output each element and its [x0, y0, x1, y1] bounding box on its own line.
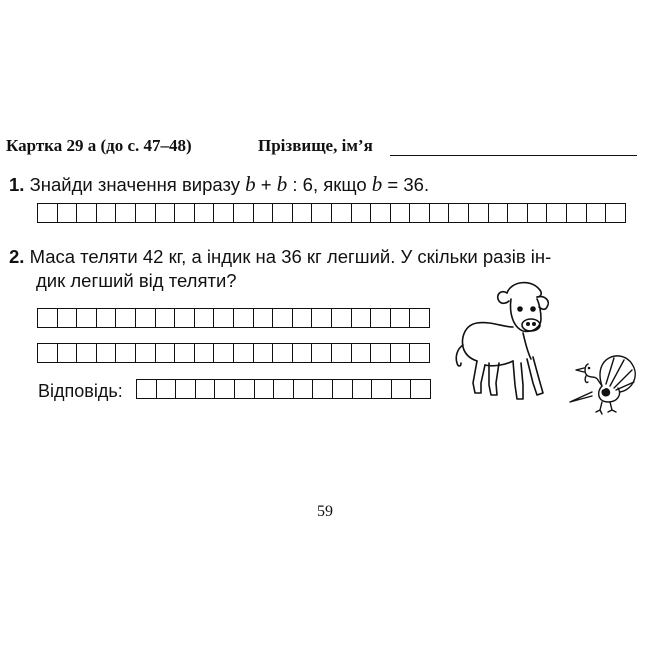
page-number: 59 — [317, 503, 333, 520]
task-1-plus: + — [255, 174, 277, 195]
grid-cell[interactable] — [411, 379, 431, 399]
grid-cell[interactable] — [508, 203, 528, 223]
grid-cell[interactable] — [156, 343, 176, 363]
grid-cell[interactable] — [372, 379, 392, 399]
grid-cell[interactable] — [214, 203, 234, 223]
card-header — [6, 136, 636, 162]
grid-cell[interactable] — [58, 343, 78, 363]
grid-cell[interactable] — [97, 308, 117, 328]
grid-cell[interactable] — [97, 343, 117, 363]
grid-cell[interactable] — [97, 203, 117, 223]
grid-cell[interactable] — [38, 203, 58, 223]
grid-cell[interactable] — [293, 343, 313, 363]
task-2-line-2: дик легший від теляти? — [36, 270, 237, 291]
surname-name-label: Прізвище, ім’я — [258, 136, 373, 155]
grid-cell[interactable] — [312, 343, 332, 363]
grid-cell[interactable] — [410, 203, 430, 223]
grid-cell[interactable] — [293, 308, 313, 328]
grid-cell[interactable] — [332, 343, 352, 363]
grid-cell[interactable] — [489, 203, 509, 223]
grid-cell[interactable] — [175, 308, 195, 328]
grid-cell[interactable] — [215, 379, 235, 399]
grid-cell[interactable] — [175, 203, 195, 223]
grid-cell[interactable] — [157, 379, 177, 399]
grid-cell[interactable] — [116, 343, 136, 363]
grid-cell[interactable] — [333, 379, 353, 399]
grid-cell[interactable] — [235, 379, 255, 399]
grid-cell[interactable] — [587, 203, 607, 223]
grid-cell[interactable] — [77, 203, 97, 223]
grid-cell[interactable] — [176, 379, 196, 399]
grid-cell[interactable] — [294, 379, 314, 399]
grid-cell[interactable] — [469, 203, 489, 223]
grid-cell[interactable] — [38, 343, 58, 363]
grid-cell[interactable] — [234, 343, 254, 363]
surname-name-line[interactable] — [390, 155, 637, 156]
task-1-text-before: Знайди значення виразу — [29, 174, 241, 195]
grid-cell[interactable] — [274, 379, 294, 399]
task-1-number: 1. — [9, 174, 25, 195]
grid-cell[interactable] — [156, 203, 176, 223]
grid-cell[interactable] — [38, 308, 58, 328]
task-2-solution-grid-1[interactable] — [37, 308, 430, 328]
grid-cell[interactable] — [214, 308, 234, 328]
task-1-text-mid: : 6, якщо — [287, 174, 372, 195]
grid-cell[interactable] — [528, 203, 548, 223]
grid-cell[interactable] — [332, 308, 352, 328]
grid-cell[interactable] — [136, 203, 156, 223]
grid-cell[interactable] — [371, 308, 391, 328]
grid-cell[interactable] — [449, 203, 469, 223]
grid-cell[interactable] — [332, 203, 352, 223]
grid-cell[interactable] — [254, 308, 274, 328]
turkey-drawing — [562, 346, 642, 416]
grid-cell[interactable] — [371, 203, 391, 223]
grid-cell[interactable] — [214, 343, 234, 363]
grid-cell[interactable] — [430, 203, 450, 223]
grid-cell[interactable] — [352, 343, 372, 363]
grid-cell[interactable] — [391, 308, 411, 328]
grid-cell[interactable] — [392, 379, 412, 399]
card-label: Картка 29 а (до с. 47–48) — [6, 136, 192, 155]
grid-cell[interactable] — [313, 379, 333, 399]
grid-cell[interactable] — [312, 308, 332, 328]
grid-cell[interactable] — [195, 203, 215, 223]
grid-cell[interactable] — [353, 379, 373, 399]
grid-cell[interactable] — [234, 308, 254, 328]
grid-cell[interactable] — [136, 343, 156, 363]
grid-cell[interactable] — [175, 343, 195, 363]
task-1-var-b3: b — [371, 172, 383, 196]
grid-cell[interactable] — [391, 203, 411, 223]
grid-cell[interactable] — [156, 308, 176, 328]
grid-cell[interactable] — [352, 308, 372, 328]
answer-grid[interactable] — [136, 379, 431, 399]
grid-cell[interactable] — [547, 203, 567, 223]
grid-cell[interactable] — [371, 343, 391, 363]
grid-cell[interactable] — [195, 343, 215, 363]
grid-cell[interactable] — [410, 343, 430, 363]
grid-cell[interactable] — [116, 203, 136, 223]
grid-cell[interactable] — [136, 308, 156, 328]
grid-cell[interactable] — [195, 308, 215, 328]
grid-cell[interactable] — [293, 203, 313, 223]
task-1 — [9, 172, 429, 197]
grid-cell[interactable] — [116, 308, 136, 328]
grid-cell[interactable] — [196, 379, 216, 399]
grid-cell[interactable] — [234, 203, 254, 223]
grid-cell[interactable] — [352, 203, 372, 223]
task-1-text-after: = 36. — [382, 174, 430, 195]
calf-drawing — [447, 275, 567, 415]
task-2-number: 2. — [9, 246, 25, 267]
grid-cell[interactable] — [254, 343, 274, 363]
grid-cell[interactable] — [58, 308, 78, 328]
grid-cell[interactable] — [254, 203, 274, 223]
grid-cell[interactable] — [312, 203, 332, 223]
grid-cell[interactable] — [77, 308, 97, 328]
grid-cell[interactable] — [391, 343, 411, 363]
task-2-line-1: Маса теляти 42 кг, а індик на 36 кг легший. У скільки разів ін- — [29, 246, 552, 267]
task-2-solution-grid-2[interactable] — [37, 343, 430, 363]
grid-cell[interactable] — [273, 308, 293, 328]
answer-label: Відповідь: — [38, 381, 123, 401]
grid-cell[interactable] — [273, 203, 293, 223]
grid-cell[interactable] — [58, 203, 78, 223]
grid-cell[interactable] — [137, 379, 157, 399]
task-1-var-b1: b — [245, 172, 256, 196]
grid-cell[interactable] — [606, 203, 626, 223]
task-1-answer-grid[interactable] — [37, 203, 626, 223]
grid-cell[interactable] — [77, 343, 97, 363]
task-1-var-b2: b — [276, 172, 288, 196]
grid-cell[interactable] — [255, 379, 275, 399]
grid-cell[interactable] — [567, 203, 587, 223]
grid-cell[interactable] — [273, 343, 293, 363]
grid-cell[interactable] — [410, 308, 430, 328]
